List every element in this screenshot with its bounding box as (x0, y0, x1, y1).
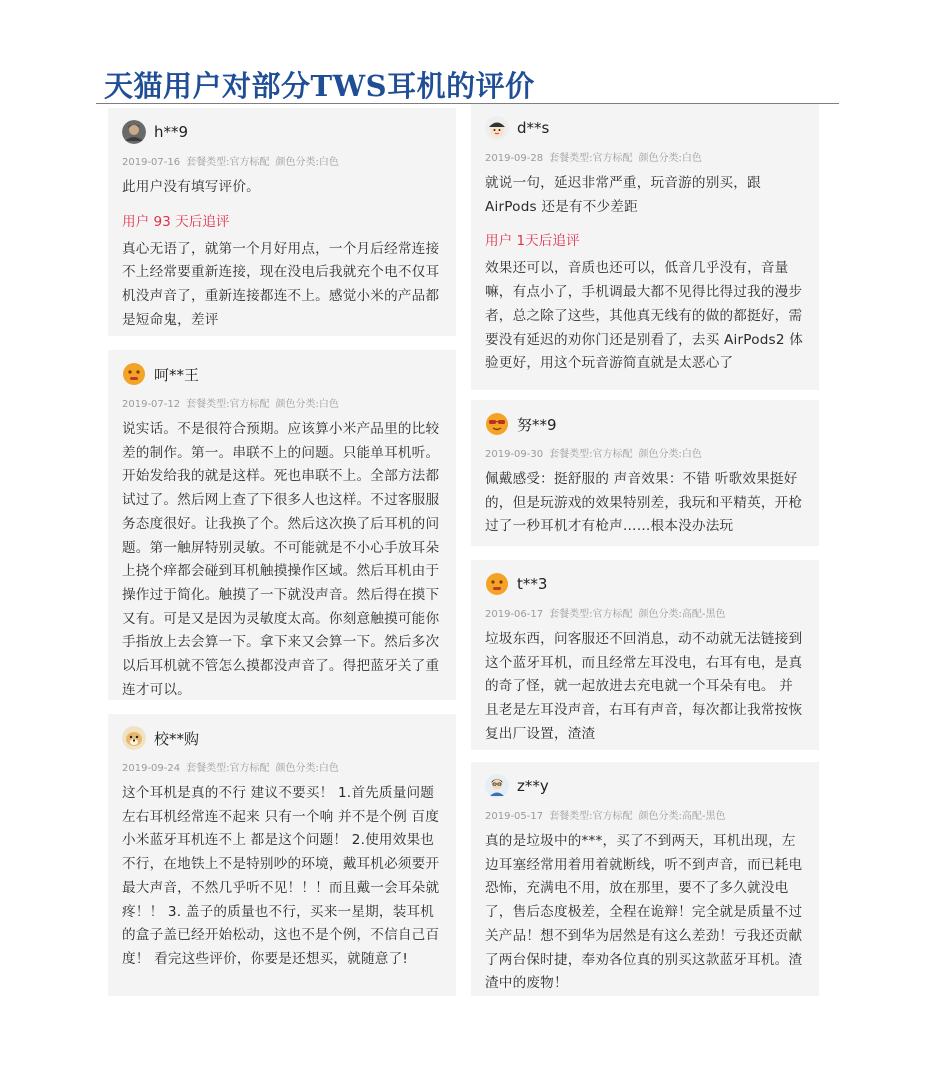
review-text: 说实话。不是很符合预期。应该算小米产品里的比较差的制作。第一。串联不上的问题。只能单耳机听。开始发给我的就是这样。死也串联不上。全部方法都试过了。然后网上查了下很多人也这样。不过客服服务态度很好。让我换了个。然后这次换了后耳机的问题。第一触屏特别灵敏。不可能就是不小心手放耳朵上挠个痒都会碰到耳机触摸操作区域。然后耳机由于操作过于简化。触摸了一下就没声音。然后得在摸下又有。可是又是因为灵敏度太高。你刻意触摸可能你手指放上去会算一下。拿下来又会算一下。然后多次以后耳机就不管怎么摸都没声音了。得把蓝牙关了重连才可以。 (122, 421, 440, 698)
review-package: 套餐类型:官方标配 (186, 157, 270, 168)
review-text: 这个耳机是真的不行 建议不要买！ 1.首先质量问题 左右耳机经常连不起来 只有一个响 并不是个例 百度小米蓝牙耳机连不上 都是这个问题！ 2.使用效果也不行，在地铁上不是特别吵的环境，戴耳机必须要开最大声音，不然几乎听不见！！！而且戴一会耳朵就疼！！ 3. 盖子的质量也不行，买来一星期，装耳机的盒子盖已经开始松动，这也不是个例，不信自己百度！ 看完这些评价，你要是还想买，就随意了! (122, 785, 440, 967)
review-text: 垃圾东西，问客服还不回消息，动不动就无法链接到这个蓝牙耳机，而且经常左耳没电，右耳有电，是真的奇了怪，就一起放进去充电就一个耳朵有电。 并且老是左耳没声音，右耳有声音，每次都让我常按恢复出厂设置，渣渣 (485, 631, 803, 742)
review-color: 颜色分类:高配-黑色 (638, 811, 726, 822)
review-color: 颜色分类:白色 (638, 153, 702, 164)
review-card (108, 714, 456, 996)
review-meta (122, 153, 442, 168)
page-title: 天猫用户对部分TWS耳机的评价 (104, 69, 535, 103)
review-meta (122, 759, 442, 774)
reviewer-name: t**3 (517, 575, 548, 593)
review-color: 颜色分类:白色 (638, 449, 702, 460)
review-meta (485, 149, 805, 164)
photo-avatar-icon (122, 120, 146, 144)
review-card (471, 560, 819, 750)
review-date: 2019-09-30 (485, 449, 544, 460)
review-text: 真的是垃圾中的***，买了不到两天，耳机出现，左边耳塞经常用着用着就断线，听不到声音，而已耗电恐怖，充满电不用，放在那里，要不了多久就没电了，售后态度极差，全程在诡辩！完全就是质量不过关产品！想不到华为居然是有这么差劲！亏我还贡献了两台保时捷，奉劝各位真的别买这款蓝牙耳机。渣渣中的废物！ (485, 833, 803, 992)
review-meta (122, 395, 442, 410)
reviewer-name: z**y (517, 777, 549, 795)
review-meta (485, 445, 805, 460)
emoji-avatar-icon (485, 572, 509, 596)
review-card (471, 104, 819, 390)
review-color: 颜色分类:高配-黑色 (638, 609, 726, 620)
review-card (471, 400, 819, 546)
followup-label: 用户 1天后追评 (485, 233, 580, 250)
followup-label: 用户 93 天后追评 (122, 213, 230, 230)
review-color: 颜色分类:白色 (275, 399, 339, 410)
review-card (108, 108, 456, 336)
review-package: 套餐类型:官方标配 (549, 609, 633, 620)
review-date: 2019-07-16 (122, 157, 181, 168)
review-date: 2019-07-12 (122, 399, 181, 410)
review-text: 就说一句，延迟非常严重，玩音游的别买，跟 AirPods 还是有不少差距 (485, 175, 761, 215)
review-package: 套餐类型:官方标配 (186, 763, 270, 774)
cartoon-avatar-icon (485, 116, 509, 140)
review-date: 2019-05-17 (485, 811, 544, 822)
followup-text: 效果还可以，音质也还可以，低音几乎没有，音量嘛，有点小了，手机调最大都不见得比得过我的漫步者，总之除了这些，其他真无线有的做的都挺好，需要没有延迟的劝你门还是别看了，去买 AirPods2 体验更好，用这个玩音游简直就是太恶心了 (485, 260, 803, 372)
review-card (108, 350, 456, 700)
review-color: 颜色分类:白色 (275, 763, 339, 774)
review-package: 套餐类型:官方标配 (186, 399, 270, 410)
review-meta (485, 807, 805, 822)
review-color: 颜色分类:白色 (275, 157, 339, 168)
reviewer-name: d**s (517, 119, 550, 137)
review-text: 此用户没有填写评价。 (122, 179, 260, 195)
followup-text: 真心无语了，就第一个月好用点，一个月后经常连接不上经常要重新连接，现在没电后我就充个电不仅耳机没声音了，重新连接都连不上。感觉小米的产品都是短命鬼，差评 (122, 240, 440, 328)
reviewer-name: 努**9 (517, 415, 557, 434)
review-date: 2019-09-28 (485, 153, 544, 164)
review-date: 2019-09-24 (122, 763, 181, 774)
review-meta (485, 605, 805, 620)
emoji-avatar-icon (122, 362, 146, 386)
emoji-glasses-avatar-icon (485, 412, 509, 436)
review-package: 套餐类型:官方标配 (549, 811, 633, 822)
reviewer-name: h**9 (154, 123, 189, 141)
review-card (471, 762, 819, 996)
review-date: 2019-06-17 (485, 609, 544, 620)
reviewer-name: 校**购 (154, 729, 200, 748)
dog-avatar-icon (122, 726, 146, 750)
review-package: 套餐类型:官方标配 (549, 449, 633, 460)
reviewer-name: 呵**王 (154, 365, 200, 384)
review-package: 套餐类型:官方标配 (549, 153, 633, 164)
person-avatar-icon (485, 774, 509, 798)
review-text: 佩戴感受：挺舒服的 声音效果：不错 听歌效果挺好的，但是玩游戏的效果特别差，我玩和平精英，开枪过了一秒耳机才有枪声……根本没办法玩 (485, 471, 803, 535)
